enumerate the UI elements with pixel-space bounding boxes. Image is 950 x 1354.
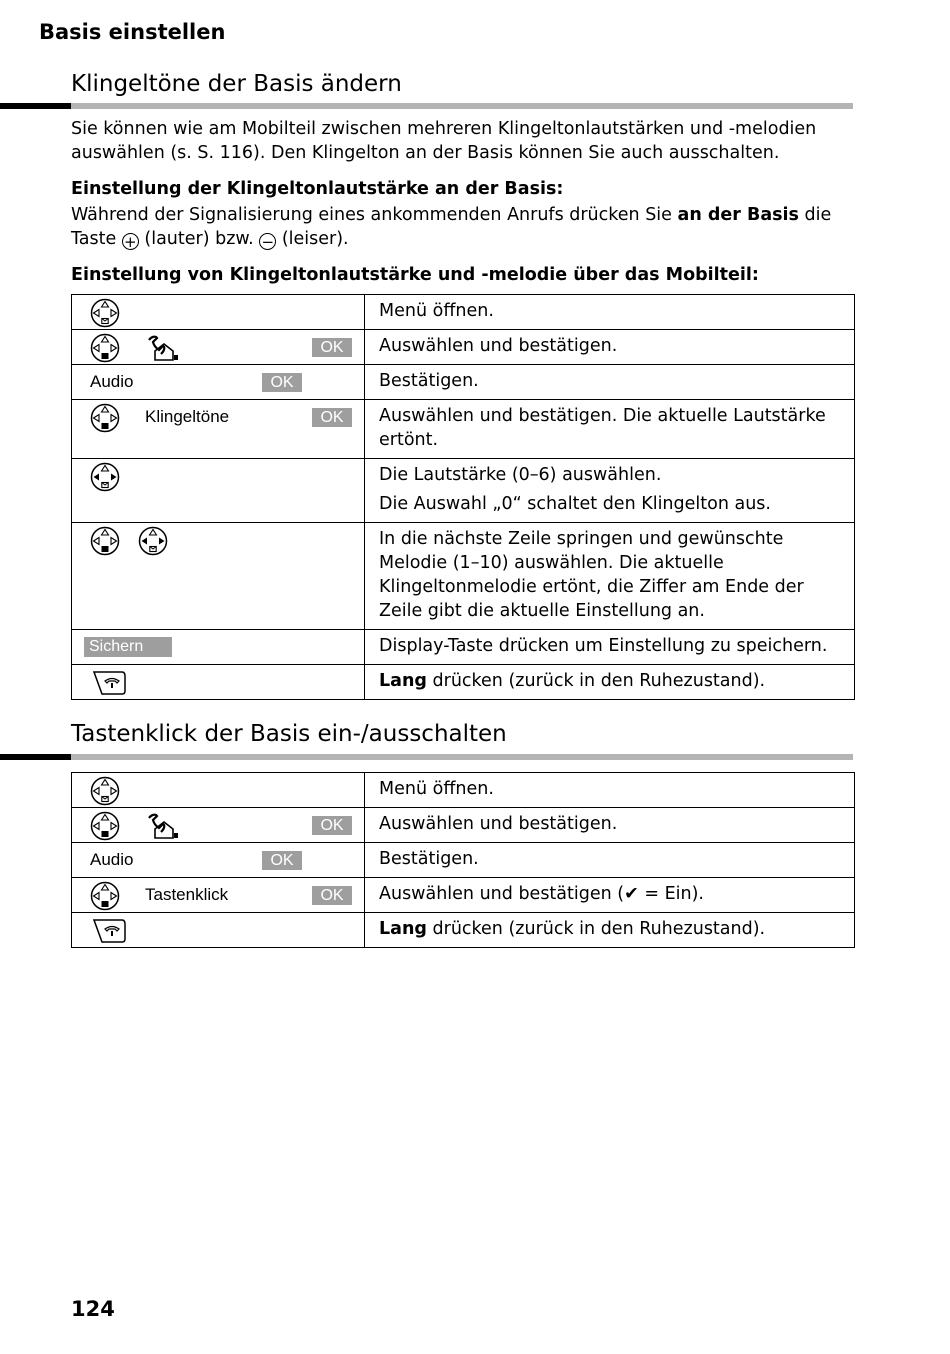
step-description: Auswählen und bestätigen. Die aktuelle Lautstärke ertönt.	[365, 400, 855, 459]
nav-key-icon	[90, 298, 120, 328]
nav-key-down-icon	[90, 811, 120, 841]
ok-softkey: OK	[262, 373, 302, 392]
section-title-ringtones: Klingeltöne der Basis ändern	[71, 71, 402, 97]
menu-entry-label: Audio	[90, 372, 134, 391]
menu-entry-label: Tastenklick	[145, 885, 229, 904]
base-settings-icon	[145, 334, 179, 362]
table-row	[72, 523, 855, 630]
end-call-key-icon	[92, 917, 126, 943]
ok-softkey: OK	[312, 816, 352, 835]
table-row	[72, 913, 855, 948]
nav-key-down-icon	[90, 333, 120, 363]
table-row	[72, 665, 855, 700]
nav-key-lr-icon	[90, 462, 120, 492]
table-row	[72, 295, 855, 330]
step-description: Lang drücken (zurück in den Ruhezustand).	[365, 665, 855, 700]
table-row	[72, 459, 855, 523]
nav-key-down-icon	[90, 881, 120, 911]
menu-entry-label: Audio	[90, 850, 134, 869]
step-description: Bestätigen.	[365, 843, 855, 878]
subheading-handset-settings: Einstellung von Klingeltonlautstärke und -melodie über das Mobilteil:	[71, 265, 759, 285]
ok-softkey: OK	[312, 886, 352, 905]
plus-key-icon: +	[122, 233, 139, 250]
nav-key-lr-icon	[138, 526, 168, 556]
table-row	[72, 808, 855, 843]
base-volume-paragraph: Während der Signalisierung eines ankommenden Anrufs drücken Sie an der Basis die Taste + (lauter) bzw. − (leiser).	[71, 205, 832, 251]
nav-key-icon	[90, 776, 120, 806]
ok-softkey: OK	[312, 338, 352, 357]
nav-key-down-icon	[90, 403, 120, 433]
table-row	[72, 400, 855, 459]
nav-key-down-icon	[90, 526, 120, 556]
subheading-base-volume: Einstellung der Klingeltonlautstärke an der Basis:	[71, 179, 564, 199]
step-description: Bestätigen.	[365, 365, 855, 400]
table-row	[72, 878, 855, 913]
step-description: Die Lautstärke (0–6) auswählen. Die Auswahl „0“ schaltet den Klingelton aus.	[365, 459, 855, 523]
ok-softkey: OK	[262, 851, 302, 870]
table-row	[72, 843, 855, 878]
step-description: Menü öffnen.	[365, 773, 855, 808]
section-rule	[0, 754, 853, 760]
section-title-keyclick: Tastenklick der Basis ein-/ausschalten	[71, 721, 507, 747]
step-description: Display-Taste drücken um Einstellung zu speichern.	[365, 630, 855, 665]
steps-table-keyclick	[71, 772, 855, 948]
steps-table-ringtones	[71, 294, 855, 700]
checkmark-icon: ✔	[624, 884, 639, 904]
intro-paragraph: Sie können wie am Mobilteil zwischen mehreren Klingeltonlautstärken und -melodien auswählen (s. S. 116). Den Klingelton an der Basis können Sie auch ausschalten.	[71, 119, 817, 163]
table-row	[72, 330, 855, 365]
save-softkey: Sichern	[84, 637, 172, 657]
ok-softkey: OK	[312, 408, 352, 427]
base-settings-icon	[145, 812, 179, 840]
table-row	[72, 630, 855, 665]
step-description: Lang drücken (zurück in den Ruhezustand).	[365, 913, 855, 948]
table-row	[72, 773, 855, 808]
step-description: Auswählen und bestätigen.	[365, 330, 855, 365]
end-call-key-icon	[92, 669, 126, 695]
step-description: Auswählen und bestätigen (✔ = Ein).	[365, 878, 855, 913]
table-row	[72, 365, 855, 400]
page-number: 124	[71, 1297, 115, 1321]
section-rule	[0, 103, 853, 109]
minus-key-icon: −	[259, 233, 276, 250]
step-description: Menü öffnen.	[365, 295, 855, 330]
step-description: In die nächste Zeile springen und gewünschte Melodie (1–10) auswählen. Die aktuelle Klingeltonmelodie ertönt, die Ziffer am Ende der Zeile gibt die aktuelle Einstellung an.	[365, 523, 855, 630]
step-description: Auswählen und bestätigen.	[365, 808, 855, 843]
menu-entry-label: Klingeltöne	[145, 407, 230, 426]
chapter-title: Basis einstellen	[39, 20, 226, 44]
